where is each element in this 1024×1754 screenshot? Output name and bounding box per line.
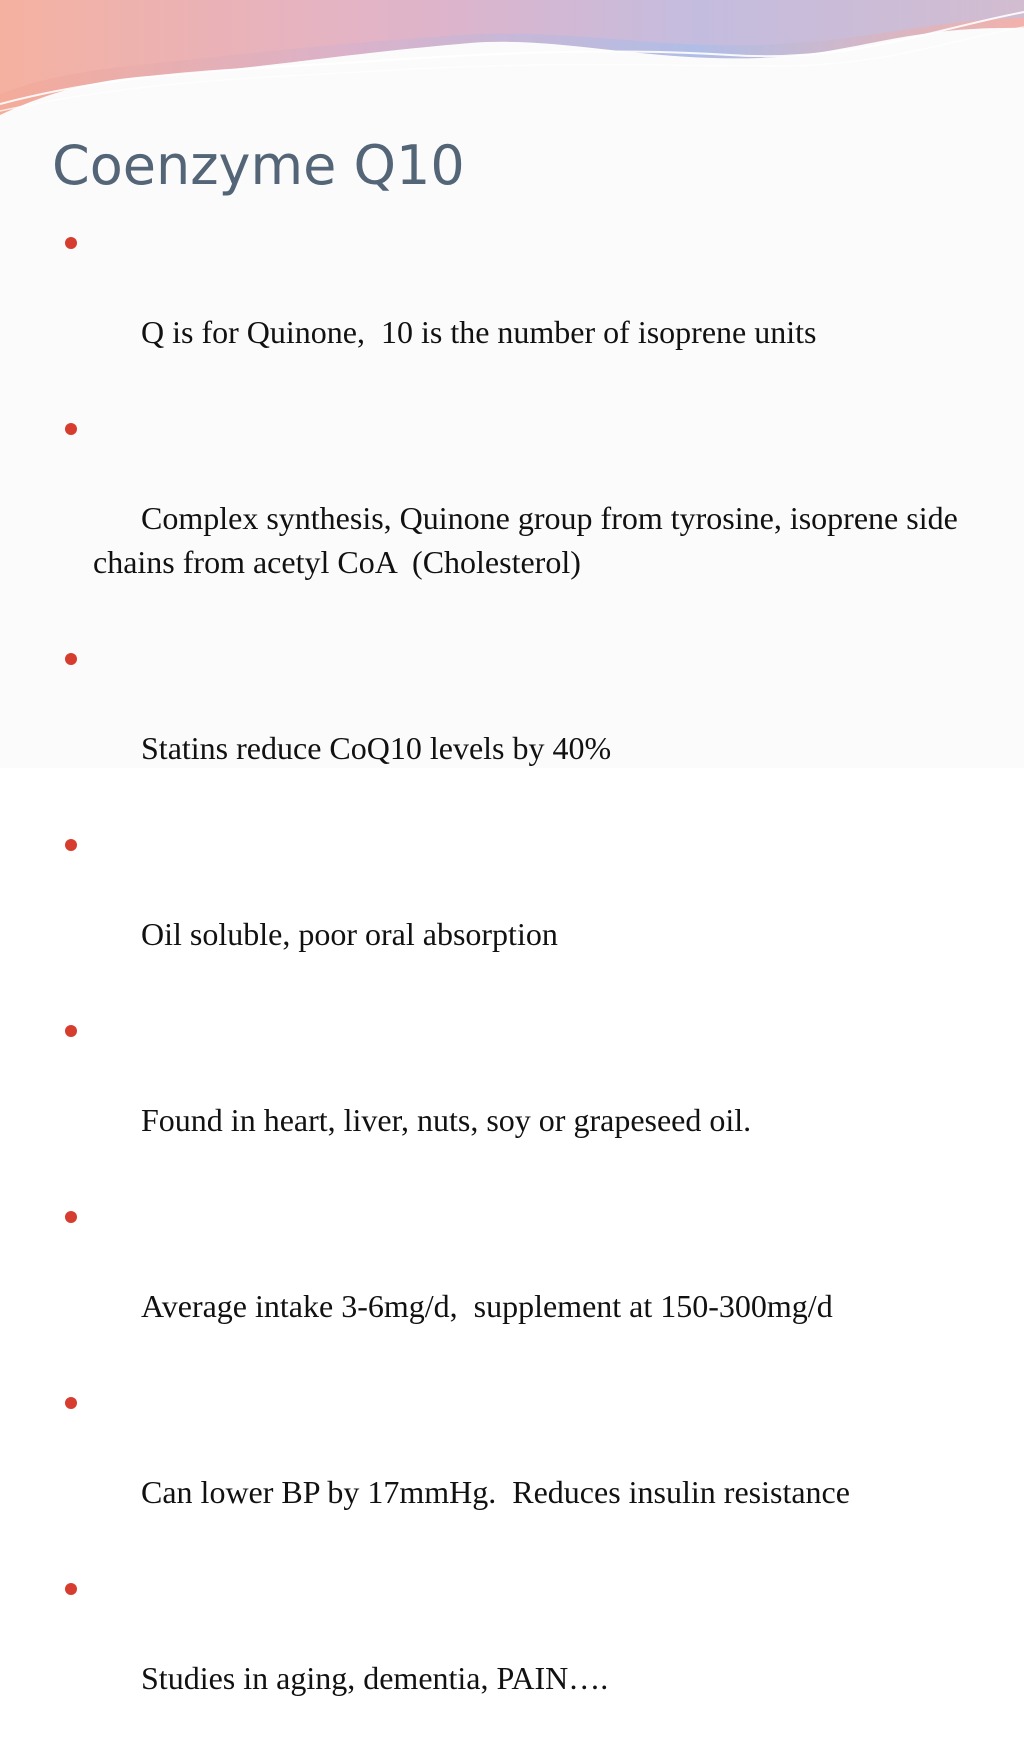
bullet-dot-icon xyxy=(65,653,77,665)
bullet-item xyxy=(64,638,984,814)
bullet-list xyxy=(64,222,984,1754)
bullet-dot-icon xyxy=(65,237,77,249)
bullet-text: Statins reduce CoQ10 levels by 40% xyxy=(141,730,612,766)
bullet-text: Average intake 3-6mg/d, supplement at 150-300mg/d xyxy=(141,1288,833,1324)
bullet-text: Q is for Quinone, 10 is the number of isoprene units xyxy=(141,314,817,350)
bullet-item xyxy=(64,222,984,398)
bullet-item xyxy=(64,1382,984,1558)
bullet-item xyxy=(64,1010,984,1186)
bullet-dot-icon xyxy=(65,423,77,435)
bullet-text: Found in heart, liver, nuts, soy or grapeseed oil. xyxy=(141,1102,752,1138)
bullet-item xyxy=(64,824,984,1000)
bullet-text: Studies in aging, dementia, PAIN…. xyxy=(141,1660,609,1696)
bullet-dot-icon xyxy=(65,1211,77,1223)
bullet-item xyxy=(64,1196,984,1372)
bullet-dot-icon xyxy=(65,1397,77,1409)
bullet-item xyxy=(64,408,984,628)
bullet-text: Can lower BP by 17mmHg. Reduces insulin resistance xyxy=(141,1474,850,1510)
bullet-item xyxy=(64,1568,984,1744)
bullet-text: Oil soluble, poor oral absorption xyxy=(141,916,558,952)
bullet-dot-icon xyxy=(65,1583,77,1595)
bullet-dot-icon xyxy=(65,839,77,851)
bullet-dot-icon xyxy=(65,1025,77,1037)
header-wave-decoration xyxy=(0,0,1024,130)
slide-title: Coenzyme Q10 xyxy=(52,134,465,197)
bullet-text: Complex synthesis, Quinone group from tyrosine, isoprene side chains from acetyl CoA (Cholesterol) xyxy=(93,500,966,580)
